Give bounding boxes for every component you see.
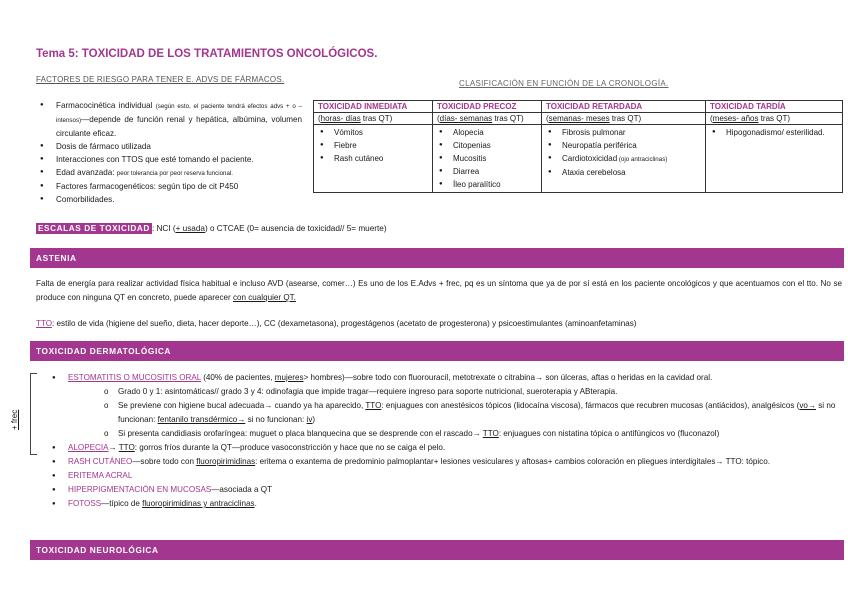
list-item: ● Factores farmacogenéticos: según tipo de cit P450 [40,180,302,193]
item-text: Cardiotoxicidad [562,154,618,163]
list-item [546,152,701,166]
astenia-text: Falta de energía para realizar actividad física habitual e incluso AVD (asearse, comer…) Es uno de los E.Advs + frec, pq es un síntoma que ya de por sí está en los paciente oncológicos y que acentuamos con el tto. No se produce con ninguna QT en concreto, puede aparecer [36,279,842,302]
item-text: —sobre todo con [132,457,197,466]
astenia-text: : estilo de vida (higiene del sueño, dieta, hacer deporte…), CC (dexametasona), progestágenos (acetato de progesterona) y psicoestimulantes (aminoanfetaminas) [52,319,637,328]
table-subheader: (meses- años tras QT) [706,113,843,125]
risk-item-text: Edad avanzada: [56,168,117,177]
item-name: ALOPECIA [68,443,109,452]
table-header-delayed: TOXICIDAD RETARDADA [542,101,706,113]
list-item: ● Neuropatía periférica [546,139,701,152]
time-suffix: tras QT [609,114,639,123]
item-text: si no funcionan: [118,401,836,424]
item-name: ERITEMA ACRAL [68,471,133,480]
risk-item-note: peor tolerancia por peor reserva funcional. [116,170,234,177]
item-emphasis: fluoropirimidinas y antraciclinas [142,499,255,508]
section-bar-astenia: ASTENIA [30,248,844,268]
risk-item-text: —depende de función renal y hepática, albúmina, volumen circulante eficaz. [56,115,302,138]
item-text: (40% de pacientes, [200,373,275,382]
time-suffix: tras QT [492,114,522,123]
item-text: —típico de [101,499,143,508]
item-emphasis: vo→ [799,401,816,410]
tto-label: TTO [118,443,135,452]
list-item: ● Fiebre [318,139,428,152]
astenia-emphasis: con cualquier QT. [232,293,296,302]
toxicity-chronology-table [313,100,843,193]
tto-label: TTO [365,401,382,410]
item-name: FOTOSS [68,499,102,508]
item-text: . [254,499,257,508]
time-suffix: tras QT [360,114,390,123]
item-text: : enjuagues con anestésicos tópicos (lidocaína viscosa), fármacos que recubren mucosas (antiácidos), analgésicos ( [381,401,800,410]
list-item: ● Alopecia [437,126,537,139]
page-title: Tema 5: TOXICIDAD DE LOS TRATAMIENTOS ONCOLÓGICOS. [36,48,378,60]
item-name: ESTOMATITIS O MUCOSITIS ORAL [68,373,201,382]
item-text: Si presenta candidiasis orofaríngea: muguet o placa blanquecina que se desprende con el rascado→ [118,429,483,438]
item-emphasis: fentanilo transdérmico→ [157,415,246,424]
classification-heading: CLASIFICACIÓN EN FUNCIÓN DE LA CRONOLOGÍA. [459,79,669,88]
item-note: (ojo antraciclinas) [617,156,668,163]
list-item: ● Fibrosis pulmonar [546,126,701,139]
risk-item-text: Farmacocinética individual [56,101,156,110]
item-name: RASH CUTÁNEO [68,457,133,466]
sub-item: o Grado 0 y 1: asintomáticas// grado 3 y 4: odinofagia que impide tragar—requiere ingreso para soporte nutricional, sueroterapia y ABterapia. [104,385,842,399]
tto-label: TTO [36,319,53,328]
astenia-paragraph [36,277,842,305]
scales-text: : NCI ( [151,224,176,233]
list-item [52,441,842,455]
risk-item-note: (según esto, el paciente tendrá efectos advs + o – intensos) [56,103,303,124]
list-item: ● Ataxia cerebelosa [546,166,701,179]
dermatological-list [52,371,842,511]
scales-used: + usada [175,224,205,233]
list-item: ● Íleo paralítico [437,178,537,191]
list-item: ● Comorbilidades. [40,193,302,206]
risk-factors-list [40,99,302,206]
list-item [52,455,842,469]
list-item [52,371,842,441]
list-item: ● Mucositis [437,152,537,165]
scales-tag: ESCALAS DE TOXICIDAD [38,224,150,233]
table-subheader: (horas- días tras QT) [314,113,433,125]
list-item [40,166,302,180]
section-bar-dermatologica: TOXICIDAD DERMATOLÓGICA [30,341,844,361]
table-subheader: (días- semanas tras QT) [433,113,542,125]
table-header-late: TOXICIDAD TARDÍA [706,101,843,113]
item-name: HIPERPIGMENTACIÓN EN MUCOSAS [68,485,212,494]
item-emphasis: fluoropirimidinas [196,457,256,466]
astenia-treatment [36,317,842,331]
table-cell [314,125,433,193]
sub-list [68,385,842,441]
list-item [52,483,842,497]
list-item [52,469,842,483]
table-header-immediate: TOXICIDAD INMEDIATA [314,101,433,113]
item-text: : enjuagues con nistatina tópica o antifúngicos vo (fluconazol) [498,429,720,438]
item-text: Se previene con higiene bucal adecuada→ cuando ya ha aparecido, [118,401,366,410]
list-item: ● Citopenias [437,139,537,152]
list-item: ● Rash cutáneo [318,152,428,165]
scales-text: ) o CTCAE (0= ausencia de toxicidad// 5= muerte) [204,224,387,233]
table-cell [433,125,542,193]
list-item: ● Interacciones con TTOS que esté tomando el paciente. [40,153,302,166]
item-text: si no funcionan: [245,415,307,424]
list-item [40,99,302,140]
list-item: ● Diarrea [437,165,537,178]
table-subheader: (semanas- meses tras QT) [542,113,706,125]
item-emphasis: mujeres [274,373,304,382]
list-item [52,497,842,511]
section-bar-neurologica: TOXICIDAD NEUROLÓGICA [30,540,844,560]
item-emphasis: iv [306,415,313,424]
table-cell [542,125,706,193]
frequency-label: + frec [10,409,19,430]
list-item: ● Vómitos [318,126,428,139]
toxicity-scales-line [36,224,387,233]
time-range: horas- días [320,114,361,123]
item-text: : eritema o exantema de predominio palmoplantar+ lesiones vesiculares y aftosas+ cambios coloración en pliegues interdigitales→ TTO: tópico. [255,457,770,466]
table-header-early: TOXICIDAD PRECOZ [433,101,542,113]
time-suffix: tras QT [758,114,788,123]
risk-factors-heading: FACTORES DE RIESGO PARA TENER E. ADVS DE FÁRMACOS. [36,75,285,84]
time-range: semanas- meses [548,114,610,123]
sub-item [104,399,842,427]
time-range: meses- años [712,114,759,123]
item-text: —asociada a QT [211,485,273,494]
item-text: ) [312,415,316,424]
list-item: ● Dosis de fármaco utilizada [40,140,302,153]
time-range: días- semanas [439,114,493,123]
frequency-bracket [30,373,37,455]
item-text: : gorros fríos durante la QT—produce vasoconstricción y hace que no se caiga el pelo. [134,443,446,452]
item-text: > hombres)—sobre todo con fluorouracil, metotrexate o citrabina→ son úlceras, aftas o heridas en la cavidad oral. [303,373,713,382]
list-item: ● Hipogonadismo/ esterilidad. [710,126,838,139]
item-text: → [108,443,119,452]
tto-label: TTO [482,429,499,438]
sub-item [104,427,842,441]
table-cell [706,125,843,193]
